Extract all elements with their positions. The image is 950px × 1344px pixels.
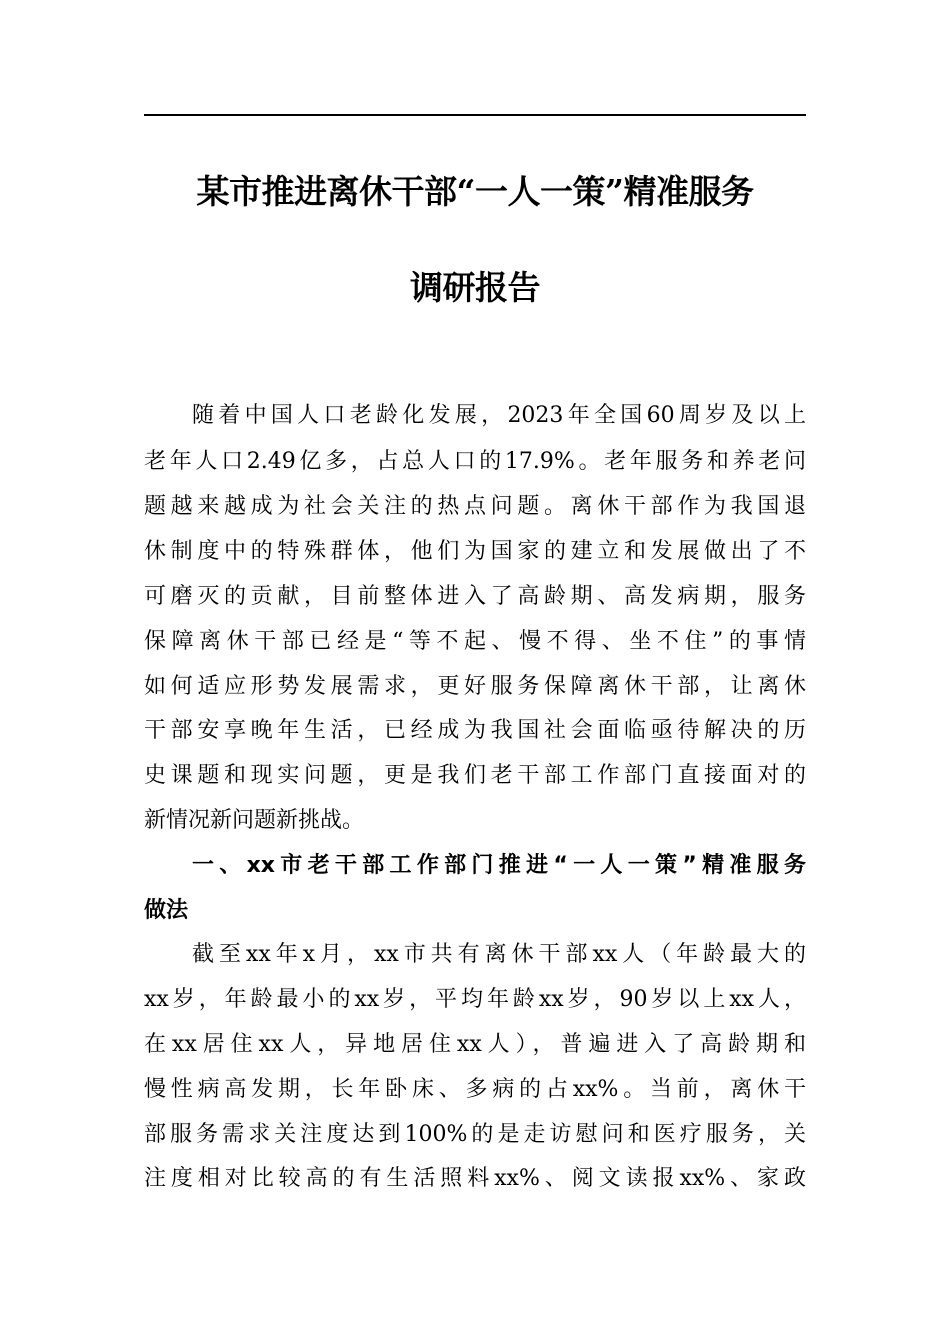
paragraph-1-line: 干部安享晚年生活，已经成为我国社会面临亟待解决的历	[144, 718, 806, 743]
paragraph-1-line: 史课题和现实问题，更是我们老干部工作部门直接面对的	[144, 763, 806, 788]
paragraph-2-line: 在xx居住xx人，异地居住xx人），普遍进入了高龄期和	[144, 1032, 806, 1057]
document-title-line-2: 调研报告	[410, 268, 540, 307]
paragraph-2-line: 注度相对比较高的有生活照料xx%、阅文读报xx%、家政	[144, 1166, 806, 1191]
paragraph-1-line: 随着中国人口老龄化发展，2023年全国60周岁及以上	[192, 403, 806, 428]
section-heading-line: 做法	[144, 898, 189, 923]
paragraph-2-line: 部服务需求关注度达到100%的是走访慰问和医疗服务，关	[144, 1122, 806, 1147]
paragraph-2-line: 慢性病高发期，长年卧床、多病的占xx%。当前，离休干	[144, 1077, 806, 1102]
paragraph-1-line: 如何适应形势发展需求，更好服务保障离休干部，让离休	[144, 674, 806, 699]
paragraph-1-line: 可磨灭的贡献，目前整体进入了高龄期、高发病期，服务	[144, 584, 806, 609]
paragraph-1-line: 题越来越成为社会关注的热点问题。离休干部作为我国退	[144, 494, 806, 519]
header-rule	[144, 114, 806, 116]
paragraph-1-line: 新情况新问题新挑战。	[144, 808, 365, 833]
paragraph-2-line: 截至xx年x月，xx市共有离休干部xx人（年龄最大的	[192, 942, 806, 967]
section-heading-line: 一、xx市老干部工作部门推进“一人一策”精准服务	[192, 853, 806, 878]
paragraph-1-line: 保障离休干部已经是“等不起、慢不得、坐不住”的事情	[144, 629, 806, 654]
paragraph-2-line: xx岁，年龄最小的xx岁，平均年龄xx岁，90岁以上xx人，	[144, 987, 806, 1012]
paragraph-1-line: 老年人口2.49亿多，占总人口的17.9%。老年服务和养老问	[144, 449, 806, 474]
paragraph-1-line: 休制度中的特殊群体，他们为国家的建立和发展做出了不	[144, 539, 806, 564]
document-title-line-1: 某市推进离休干部“一人一策”精准服务	[196, 172, 754, 211]
